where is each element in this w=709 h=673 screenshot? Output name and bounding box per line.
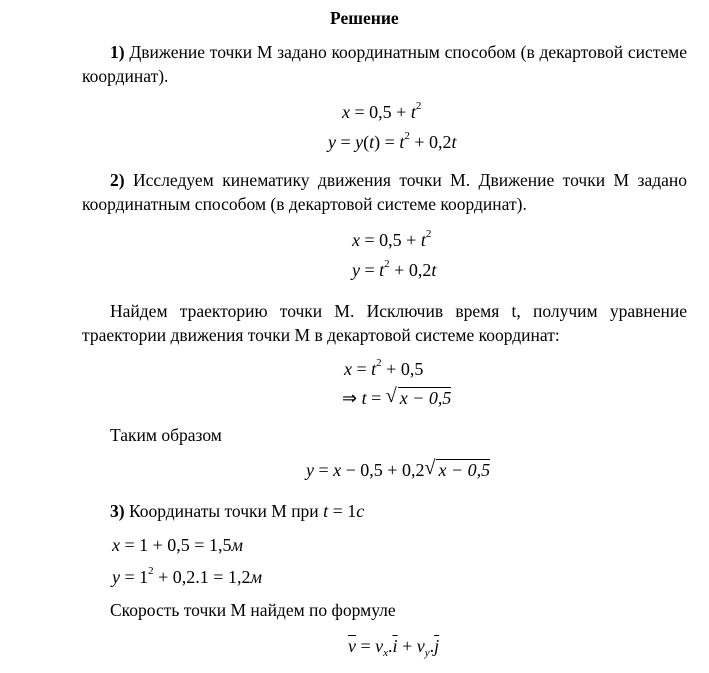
paragraph-5: [110, 501, 364, 522]
formula-part: y: [112, 567, 120, 587]
formula-part: (: [363, 132, 370, 152]
formula-part: y: [355, 132, 364, 152]
paragraph-6: Скорость точки М найдем по формуле: [110, 600, 396, 620]
formula-part: t: [323, 501, 329, 521]
formula-part: =: [360, 260, 380, 280]
formula-part: v: [375, 636, 384, 656]
formula-part: + 0,2: [389, 260, 432, 280]
formula-part: = 1 + 0,5 = 1,5: [120, 535, 232, 555]
formula-part: x: [352, 230, 360, 250]
formula: [342, 388, 451, 409]
formula-part: y: [424, 647, 430, 659]
formula-part: t: [371, 359, 377, 379]
formula-part: 2: [415, 100, 422, 112]
section-title: Решение: [330, 8, 399, 28]
formula-part: t: [369, 132, 375, 152]
formula-part: +: [397, 636, 417, 656]
formula-part: x: [333, 460, 342, 480]
formula-part: $\overline{i}$: [392, 636, 398, 656]
formula-part: =: [356, 636, 376, 656]
formula-part: =: [336, 132, 356, 152]
formula: [352, 258, 436, 281]
formula-part: 2: [384, 258, 390, 270]
formula-part: t: [410, 102, 416, 122]
formula-part: y: [306, 460, 314, 480]
formula-part: 2: [404, 130, 410, 142]
formula-part: + 0,5: [381, 359, 424, 379]
formula-part: = 0,5 +: [360, 230, 421, 250]
formula: [112, 535, 243, 556]
formula-part: t: [420, 230, 426, 250]
paragraph-text: Движение точки М задано координатным способом (в декартовой системе координат).: [82, 42, 687, 86]
formula: [342, 100, 421, 123]
formula-part: $\overline{j}$: [434, 636, 440, 656]
formula: [306, 460, 490, 481]
formula: [328, 130, 457, 153]
formula-part: ) =: [374, 132, 400, 152]
formula-part: м: [250, 567, 262, 587]
formula-part: =: [314, 460, 334, 480]
formula: [352, 228, 431, 251]
formula-part: c: [356, 501, 365, 521]
formula-part: .: [388, 636, 393, 656]
formula: [112, 565, 262, 588]
formula-part: м: [231, 535, 243, 555]
formula-part: 2: [425, 228, 432, 240]
paragraph-1: [82, 40, 687, 88]
step-number: 2): [110, 170, 125, 190]
formula-part: t: [361, 388, 367, 408]
formula-part: 2: [376, 357, 382, 369]
formula: [344, 357, 423, 380]
formula-part: √ x − 0,5: [436, 459, 490, 480]
step-number: 3): [110, 501, 125, 521]
formula-part: x: [342, 102, 350, 122]
formula: [348, 636, 439, 659]
formula-part: x: [344, 359, 352, 379]
formula-part: ⇒: [342, 388, 362, 408]
paragraph-3: Найдем траекторию точки М. Исключив время t, получим уравнение траектории движения точки М в декартовой системе координат:: [82, 301, 687, 345]
paragraph-4: Таким образом: [110, 425, 222, 445]
formula-part: = 1: [328, 501, 357, 521]
formula-part: + 0,2.1 = 1,2: [153, 567, 251, 587]
formula: [323, 501, 364, 521]
formula-part: = 0,5 +: [350, 102, 411, 122]
formula-part: = 1: [120, 567, 149, 587]
formula-part: 2: [148, 565, 154, 577]
formula-part: v: [416, 636, 425, 656]
formula-part: .: [429, 636, 435, 656]
formula-part: x: [112, 535, 120, 555]
formula-part: + 0,2: [409, 132, 452, 152]
step-number: 1): [110, 42, 125, 62]
formula-part: x: [383, 647, 389, 659]
formula-part: y: [328, 132, 336, 152]
formula-part: − 0,5 + 0,2: [341, 460, 425, 480]
formula-part: t: [451, 132, 457, 152]
paragraph-text: Координаты точки М при: [124, 501, 324, 521]
formula-part: t: [379, 260, 385, 280]
formula-part: t: [431, 260, 437, 280]
formula-part: =: [352, 359, 372, 379]
formula-part: =: [366, 388, 386, 408]
paragraph-2: [82, 168, 687, 216]
paragraph-text: Исследуем кинематику движения точки М. Движение точки М задано координатным способом (в декартовой системе координат).: [82, 170, 687, 214]
formula-part: √ x − 0,5: [398, 387, 452, 408]
formula-part: t: [399, 132, 405, 152]
formula-part: y: [352, 260, 360, 280]
formula-part: $\overline{v}$: [348, 636, 356, 656]
